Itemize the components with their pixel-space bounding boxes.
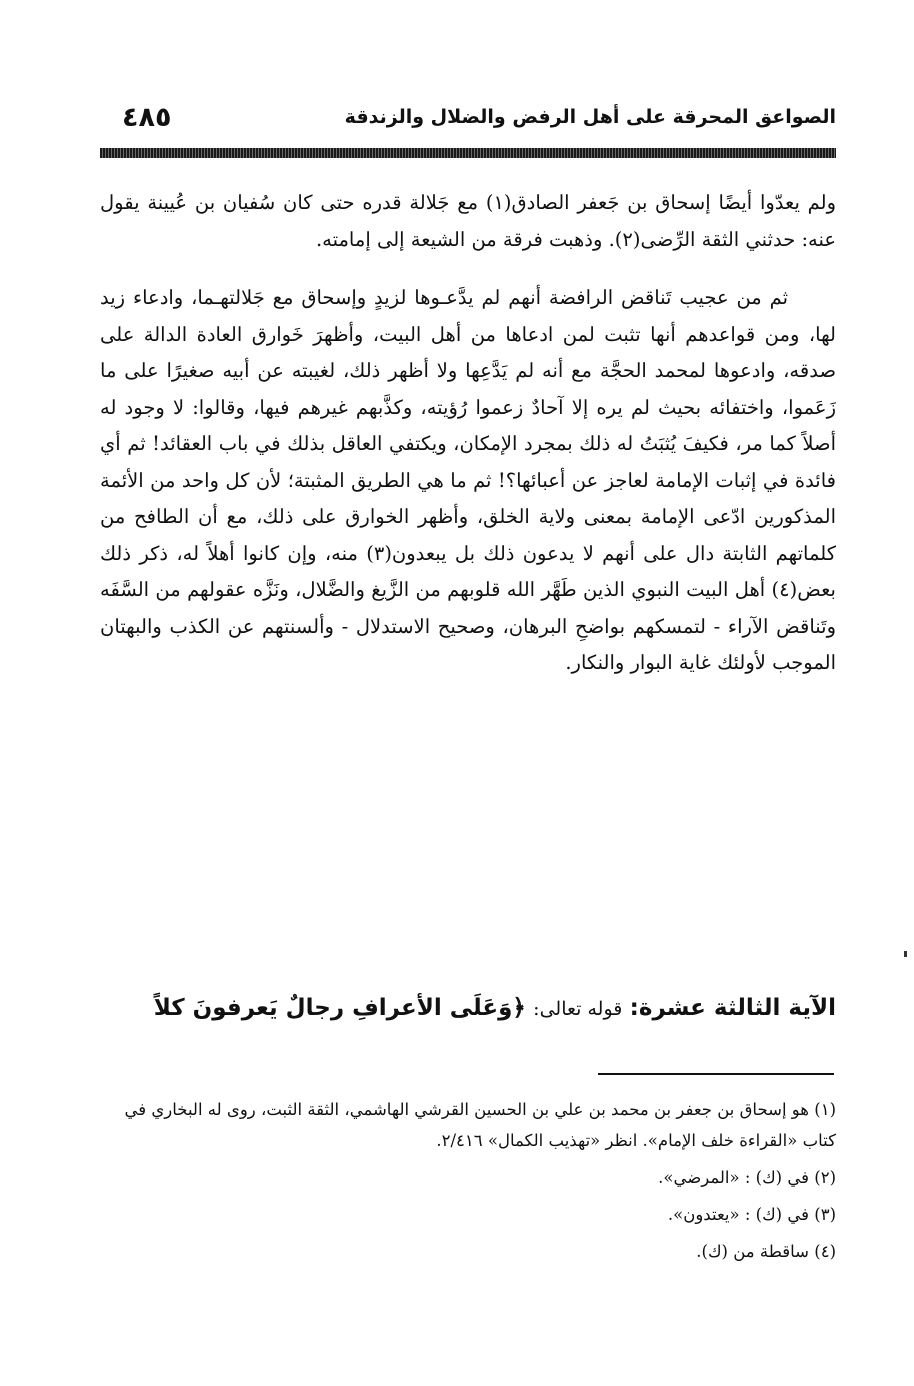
page-number: ٤٨٥ (122, 102, 172, 133)
paragraph-2: ثم من عجيب تَناقض الرافضة أنهم لم يدَّعـوها لزيدٍ وإسحاق مع جَلالتهـما، وادعاء زيد لها، ومن قواعدهم أنها تثبت لمن ادعاها من أهل البيت، وأظهرَ خَوارق العادة الدالة على صدقه، وادعوها لمحمد الحجَّة مع أنه لم يَدَّعِها ولا أظهر ذلك، لغيبته عن أبيه صغيرًا على ما زَعَموا، واختفائه بحيث لم يره إلا آحادٌ زعموا رُؤيته، وكذَّبهم غيرهم فيها، وقالوا: لا وجود له أصلاً كما مر، فكيفَ يُثبَتُ له ذلك بمجرد الإمكان، ويكتفي العاقل بذلك في باب العقائد! ثم أي فائدة في إثبات الإمامة لعاجز عن أعبائها؟! ثم ما هي الطريق المثبتة؛ لأن كل واحد من الأئمة المذكورين ادّعى الإمامة بمعنى ولاية الخلق، وأظهر الخوارق على ذلك، مع أن الطافح من كلماتهم الثابتة دال على أنهم لا يدعون ذلك بل يبعدون(٣) منه، وإن كانوا أهلاً له، ذكر ذلك بعض(٤) أهل البيت النبوي الذين طَهَّر الله قلوبهم من الزَّيغ والضَّلال، ونَزَّه عقولهم من السَّفَه وتَناقض الآراء - لتمسكهم بواضحِ البرهان، وصحيح الاستدلال - وألسنتهم عن الكذب والبهتان الموجب لأولئك غاية البوار والنكار. (100, 286, 836, 674)
footnote-1: (١) هو إسحاق بن جعفر بن محمد بن علي بن الحسين القرشي الهاشمي، الثقة الثبت، روى له البخاري في كتاب «القراءة خلف الإمام». انظر «تهذيب الكمال» ٢/٤١٦. (124, 1100, 836, 1150)
margin-mark (904, 951, 907, 957)
footnote-2: (٢) في (ك) : «المرضي». (658, 1168, 836, 1187)
main-text (100, 185, 836, 704)
footnote-3: (٣) في (ك) : «يعتدون». (667, 1205, 836, 1224)
verse-heading-quote: ﴿وَعَلَى الأعرافِ رجالٌ يَعرفونَ كلاً (153, 995, 526, 1021)
paragraph-1: ولم يعدّوا أيضًا إسحاق بن جَعفر الصادق(١) مع جَلالة قدره حتى كان سُفيان بن عُيينة يقول عنه: حدثني الثقة الرِّضى(٢). وذهبت فرقة من الشيعة إلى إمامته. (100, 191, 836, 251)
footnote-separator (598, 1073, 834, 1075)
verse-heading-intro: قوله تعالى: (533, 998, 623, 1020)
verse-heading-label: الآية الثالثة عشرة: (629, 995, 836, 1021)
footnote-4: (٤) ساقطة من (ك). (696, 1242, 836, 1261)
verse-heading (96, 988, 836, 1029)
page-header (100, 100, 836, 144)
header-rule (100, 148, 836, 158)
footnotes (100, 1094, 836, 1273)
running-title: الصواعق المحرقة على أهل الرفض والضلال والزندقة (344, 106, 836, 128)
